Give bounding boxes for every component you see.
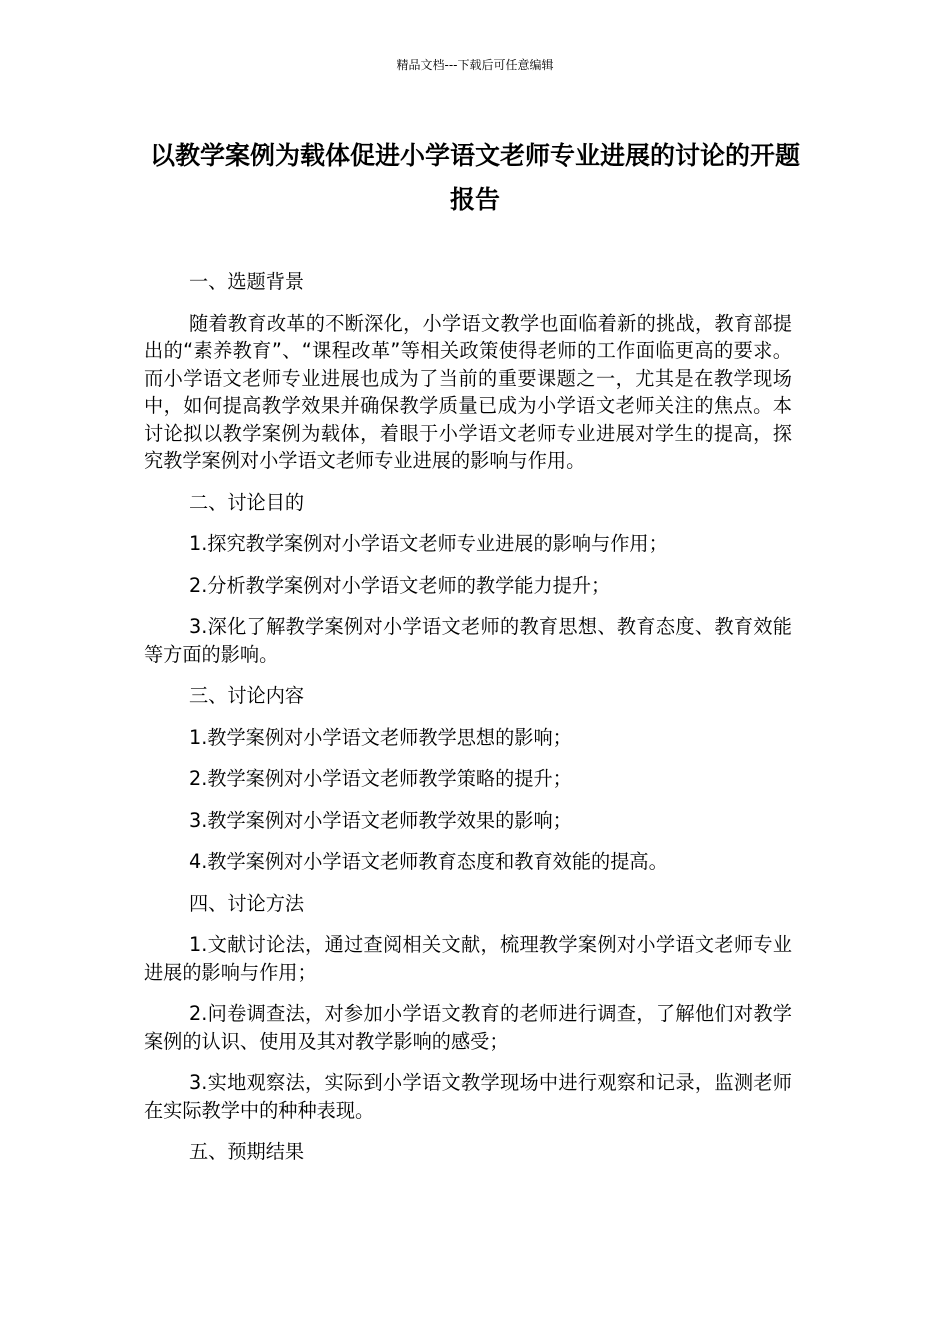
section-heading-expected-results: 五、预期结果 — [189, 1140, 305, 1163]
purpose-item: 1.探究教学案例对小学语文老师专业进展的影响与作用； — [189, 532, 668, 555]
content-item: 1.教学案例对小学语文老师教学思想的影响； — [189, 725, 572, 749]
section-heading-background: 一、选题背景 — [189, 270, 305, 293]
section-heading-methods: 四、讨论方法 — [189, 891, 305, 915]
document-title: 以教学案例为载体促进小学语文老师专业进展的讨论的开题报告 — [149, 141, 800, 214]
method-item: 1.文献讨论法，通过查阅相关文献，梳理教学案例对小学语文老师专业进展的影响与作用； — [144, 933, 792, 984]
content-item: 4.教学案例对小学语文老师教育态度和教育效能的提高。 — [189, 850, 668, 873]
page-header: 精品文档---下载后可任意编辑 — [396, 58, 554, 72]
purpose-item: 3.深化了解教学案例对小学语文老师的教育思想、教育态度、教育效能等方面的影响。 — [144, 615, 792, 666]
section-heading-purpose: 二、讨论目的 — [189, 490, 305, 514]
content-item: 3.教学案例对小学语文老师教学效果的影响； — [189, 808, 572, 832]
document-body — [144, 268, 792, 1180]
purpose-item: 2.分析教学案例对小学语文老师的教学能力提升； — [189, 573, 611, 597]
method-item: 3.实地观察法，实际到小学语文教学现场中进行观察和记录，监测老师在实际教学中的种种表现。 — [144, 1071, 792, 1122]
background-paragraph: 随着教育改革的不断深化，小学语文教学也面临着新的挑战，教育部提出的“素养教育”、“课程改革”等相关政策使得老师的工作面临更高的要求。而小学语文老师专业进展也成为了当前的重要课题之一，尤其是在教学现场中，如何提高教学效果并确保教学质量已成为小学语文老师关注的焦点。本讨论拟以教学案例为载体，着眼于小学语文老师专业进展对学生的提高，探究教学案例对小学语文老师专业进展的影响与作用。 — [144, 311, 792, 472]
section-heading-content: 三、讨论内容 — [189, 684, 305, 707]
method-item: 2.问卷调查法，对参加小学语文教育的老师进行调查，了解他们对教学案例的认识、使用及其对教学影响的感受； — [144, 1002, 792, 1053]
content-item: 2.教学案例对小学语文老师教学策略的提升； — [189, 767, 572, 790]
